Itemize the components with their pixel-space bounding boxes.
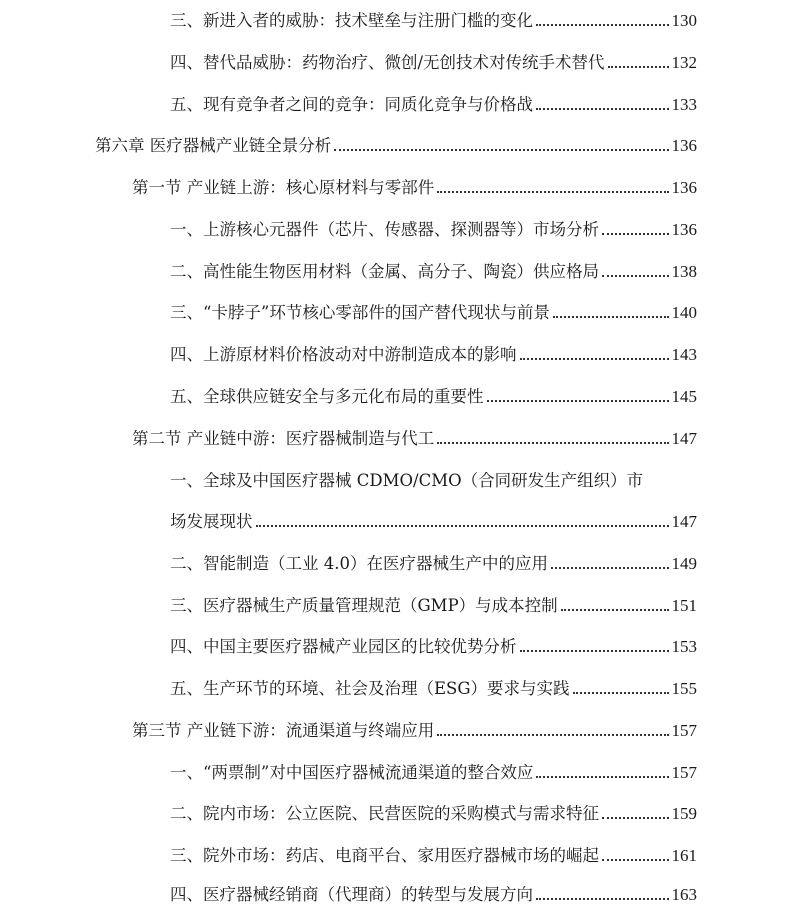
toc-entry-title: 一、上游核心元器件（芯片、传感器、探测器等）市场分析 [170,220,599,239]
toc-entry-title: 第二节 产业链中游：医疗器械制造与代工 [132,429,435,448]
toc-entry[interactable] [170,876,697,906]
toc-entry-title: 四、中国主要医疗器械产业园区的比较优势分析 [170,637,517,656]
toc-entry[interactable] [170,837,697,867]
toc-entry-title: 一、“两票制”对中国医疗器械流通渠道的整合效应 [170,763,534,782]
dot-leader [256,525,669,527]
toc-entry[interactable] [170,795,697,825]
toc-entry[interactable] [170,294,697,324]
toc-entry[interactable] [170,44,697,74]
toc-entry-page: 145 [671,387,697,406]
toc-chapter-entry[interactable] [95,127,697,157]
toc-entry-page: 153 [671,637,697,656]
toc-entry-page: 161 [671,846,697,865]
toc-entry[interactable] [170,211,697,241]
toc-entry-title: 第三节 产业链下游：流通渠道与终端应用 [132,721,435,740]
toc-section-entry[interactable] [132,420,697,450]
toc-entry-page: 147 [671,512,697,531]
toc-entry[interactable] [170,628,697,658]
dot-leader [561,609,669,611]
toc-entry-page: 159 [671,804,697,823]
toc-entry-page: 155 [671,679,697,698]
toc-entry-page: 151 [671,596,697,615]
toc-entry[interactable] [170,754,697,784]
toc-entry-page: 140 [671,303,697,322]
toc-entry-page: 157 [671,763,697,782]
dot-leader [520,358,669,360]
dot-leader [553,316,669,318]
dot-leader [536,776,668,778]
toc-entry-wrapped-first-line[interactable] [170,462,697,492]
toc-entry-page: 143 [671,345,697,364]
toc-entry-page: 130 [671,11,697,30]
dot-leader [520,650,669,652]
toc-entry[interactable] [170,670,697,700]
dot-leader [536,108,669,110]
toc-section-entry[interactable] [132,712,697,742]
toc-entry-page: 136 [671,178,697,197]
toc-entry-title: 五、现有竞争者之间的竞争：同质化竞争与价格战 [170,95,533,114]
dot-leader [334,149,668,151]
toc-entry-page: 136 [671,136,697,155]
toc-entry-title: 五、生产环节的环境、社会及治理（ESG）要求与实践 [170,679,570,698]
dot-leader [602,275,669,277]
toc-entry[interactable] [170,587,697,617]
toc-entry-page: 136 [671,220,697,239]
toc-entry-title: 二、智能制造（工业 4.0）在医疗器械生产中的应用 [170,554,548,573]
toc-entry-title: 三、“卡脖子”环节核心零部件的国产替代现状与前景 [170,303,550,322]
toc-section-entry[interactable] [132,169,697,199]
toc-entry-title: 三、院外市场：药店、电商平台、家用医疗器械市场的崛起 [170,846,599,865]
toc-entry-title: 场发展现状 [170,512,253,531]
dot-leader [551,567,669,569]
toc-entry[interactable] [170,378,697,408]
toc-entry-title: 四、上游原材料价格波动对中游制造成本的影响 [170,345,517,364]
toc-entry-title: 三、医疗器械生产质量管理规范（GMP）与成本控制 [170,596,558,615]
toc-entry-title: 二、院内市场：公立医院、民营医院的采购模式与需求特征 [170,804,599,823]
toc-entry[interactable] [170,336,697,366]
toc-entry-title: 三、新进入者的威胁：技术壁垒与注册门槛的变化 [170,11,533,30]
toc-entry[interactable] [170,545,697,575]
toc-entry-page: 157 [671,721,697,740]
dot-leader [536,898,669,900]
toc-entry-title: 第一节 产业链上游：核心原材料与零部件 [132,178,435,197]
dot-leader [487,400,669,402]
dot-leader [602,233,669,235]
toc-entry-page: 132 [671,53,697,72]
dot-leader [608,66,669,68]
toc-entry-page: 149 [671,554,697,573]
toc-entry-page: 163 [671,885,697,904]
dot-leader [602,817,669,819]
dot-leader [437,734,668,736]
toc-entry-page: 147 [671,429,697,448]
toc-entry-page: 133 [671,95,697,114]
toc-entry[interactable] [170,86,697,116]
dot-leader [437,442,668,444]
toc-entry-title: 五、全球供应链安全与多元化布局的重要性 [170,387,484,406]
toc-entry-title: 四、替代品威胁：药物治疗、微创/无创技术对传统手术替代 [170,53,605,72]
dot-leader [536,24,669,26]
toc-entry-title: 四、医疗器械经销商（代理商）的转型与发展方向 [170,885,533,904]
toc-entry-title: 第六章 医疗器械产业链全景分析 [95,136,332,155]
dot-leader [573,692,669,694]
toc-entry[interactable] [170,2,697,32]
toc-entry[interactable] [170,253,697,283]
toc-entry-title: 二、高性能生物医用材料（金属、高分子、陶瓷）供应格局 [170,262,599,281]
toc-entry-wrapped-second-line[interactable] [170,503,697,533]
dot-leader [602,859,669,861]
toc-entry-title: 一、全球及中国医疗器械 CDMO/CMO（合同研发生产组织）市 [170,471,644,490]
dot-leader [437,191,668,193]
toc-entry-page: 138 [671,262,697,281]
